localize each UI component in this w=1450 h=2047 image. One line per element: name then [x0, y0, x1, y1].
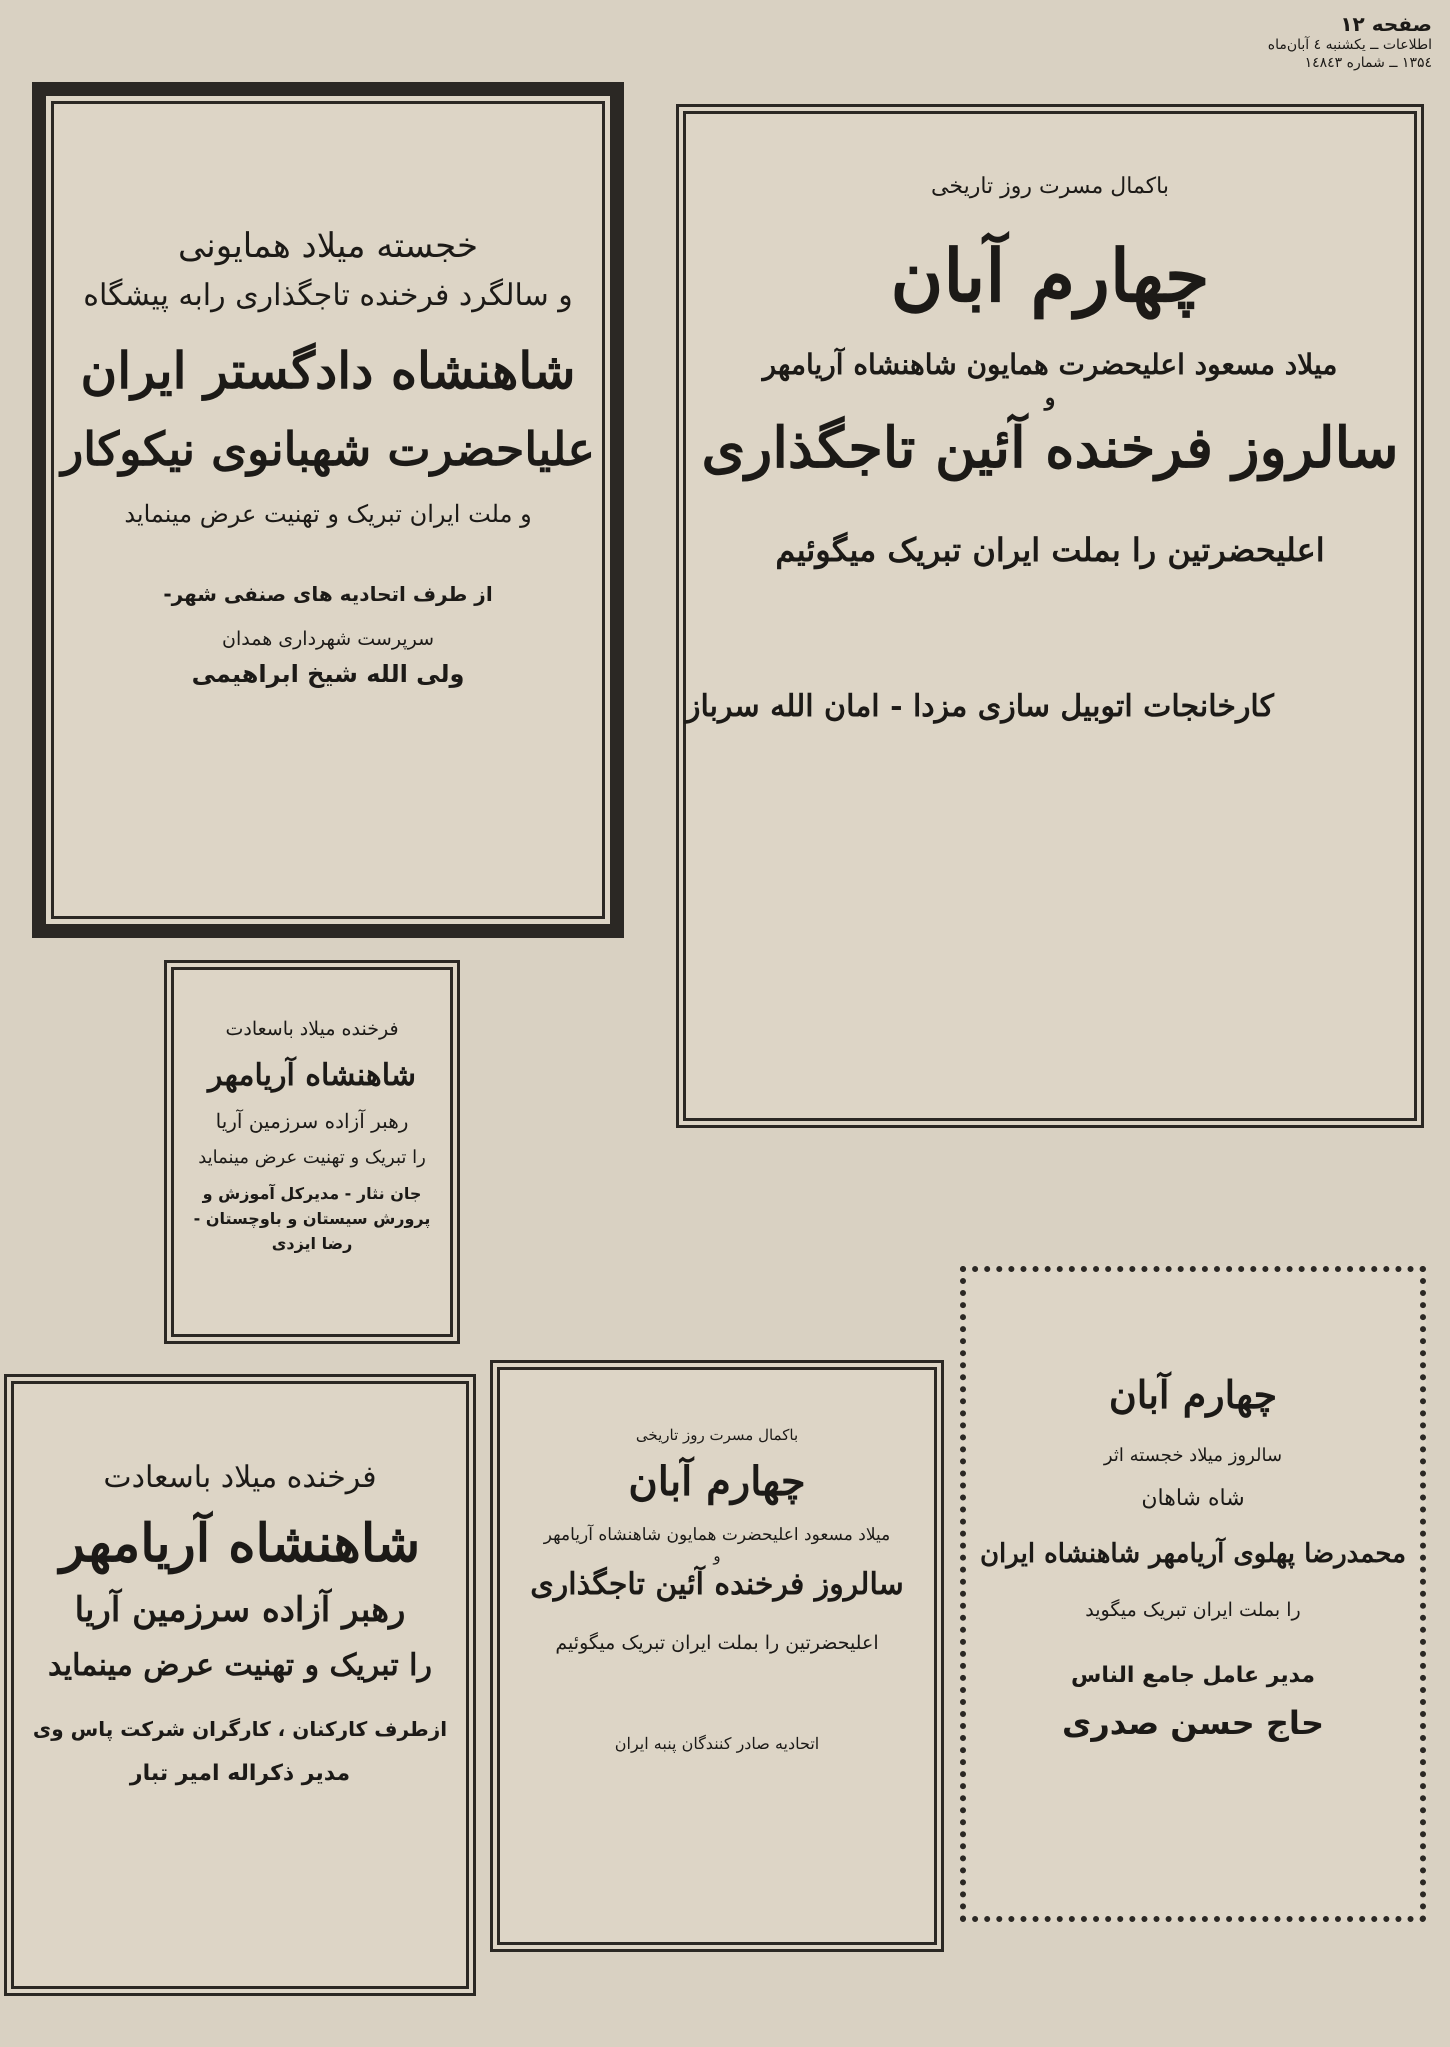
ad-jame-line6: مدیر عامل جامع الناس: [1071, 1663, 1315, 1688]
ad-jame-line2: سالروز میلاد خجسته اثر: [1103, 1445, 1283, 1466]
ad-union-line6: اعلیحضرتین را بملت ایران تبریک میگوئیم: [555, 1632, 879, 1654]
ad-pasvi-line5: ازطرف کارکنان ، کارگران شرکت پاس وی: [32, 1717, 448, 1741]
issue-date: اطلاعات ــ یکشنبه ٤ آبان‌ماه: [1267, 37, 1432, 53]
ad-hamedan-line7: سرپرست شهرداری همدان: [222, 628, 434, 650]
ad-mazda-line7: کارخانجات اتوبیل سازی مزدا - امان الله سرباز: [686, 689, 1274, 724]
ad-mazda-line1: باکمال مسرت روز تاریخی: [931, 174, 1169, 199]
ad-education-line1: فرخنده میلاد باسعادت: [225, 1018, 399, 1040]
ad-union-line4: و: [713, 1547, 721, 1565]
ad-union-line5: سالروز فرخنده آئین تاجگذاری: [530, 1567, 904, 1602]
ad-hamedan-line4: علیاحضرت شهبانوی نیکوکار: [61, 422, 595, 476]
page-header: [1268, 12, 1432, 72]
ad-jame-line7: حاج حسن صدری: [1062, 1704, 1324, 1742]
ad-mazda-line3: میلاد مسعود اعلیحضرت همایون شاهنشاه آریامهر: [762, 348, 1338, 381]
ad-mazda-line4: و: [1044, 385, 1056, 411]
ad-hamedan-line2: و سالگرد فرخنده تاجگذاری رابه پیشگاه: [83, 278, 573, 313]
ad-hamedan-line8: ولی الله شیخ ابراهیمی: [191, 660, 465, 688]
ad-education: [164, 960, 460, 1344]
ad-jame-line4: محمدرضا پهلوی آریامهر شاهنشاه ایران: [979, 1539, 1407, 1569]
ad-jame-line5: را بملت ایران تبریک میگوید: [1085, 1599, 1301, 1621]
ad-hamedan: [32, 82, 624, 938]
ad-union-line7: اتحادیه صادر کنندگان پنبه ایران: [614, 1734, 820, 1753]
ad-union-line2: چهارم آبان: [628, 1458, 806, 1505]
ad-pasvi-line6: مدیر ذکراله امیر تبار: [129, 1761, 351, 1786]
issue-number: ۱۳۵٤ ــ شماره ۱٤۸٤۳: [1304, 54, 1432, 71]
ad-hamedan-line6: از طرف اتحادیه های صنفی شهر-: [163, 582, 493, 606]
ad-jame-line1: چهارم آبان: [1108, 1372, 1278, 1417]
ad-education-line7: رضا ایزدی: [271, 1234, 353, 1253]
ad-hamedan-line1: خجسته میلاد همایونی: [177, 226, 479, 266]
ad-jame: [960, 1266, 1426, 1922]
ad-education-line4: را تبریک و تهنیت عرض مینماید: [198, 1147, 426, 1168]
page-number: صفحه ۱۲: [1340, 12, 1432, 36]
ad-education-line5: جان نثار - مدیرکل آموزش و: [202, 1184, 422, 1203]
ad-union: [490, 1360, 944, 1952]
ad-pasvi-line1: فرخنده میلاد باسعادت: [103, 1460, 377, 1495]
ad-union-line3: میلاد مسعود اعلیحضرت همایون شاهنشاه آریامهر: [543, 1525, 891, 1545]
ad-mazda: [676, 104, 1424, 1128]
ad-union-line1: باکمال مسرت روز تاریخی: [635, 1426, 799, 1444]
ad-hamedan-line5: و ملت ایران تبریک و تهنیت عرض مینماید: [124, 500, 532, 528]
ad-hamedan-line3: شاهنشاه دادگستر ایران: [80, 341, 576, 400]
ad-mazda-line6: اعلیحضرتین را بملت ایران تبریک میگوئیم: [775, 531, 1325, 569]
ad-mazda-line2: چهارم آبان: [890, 233, 1210, 318]
ad-education-line6: پرورش سیستان و باوچستان -: [193, 1209, 431, 1228]
ad-mazda-line5: سالروز فرخنده آئین تاجگذاری: [701, 415, 1399, 481]
ad-pasvi-line3: رهبر آزاده سرزمین آریا: [74, 1590, 406, 1630]
ad-education-line3: رهبر آزاده سرزمین آریا: [215, 1109, 409, 1133]
ad-pasvi: [4, 1374, 476, 1996]
ad-education-line2: شاهنشاه آریامهر: [208, 1058, 416, 1093]
ad-pasvi-line2: شاهنشاه آریامهر: [59, 1513, 421, 1574]
ad-pasvi-line4: را تبریک و تهنیت عرض مینماید: [48, 1648, 432, 1683]
ad-jame-line3: شاه شاهان: [1141, 1486, 1245, 1511]
